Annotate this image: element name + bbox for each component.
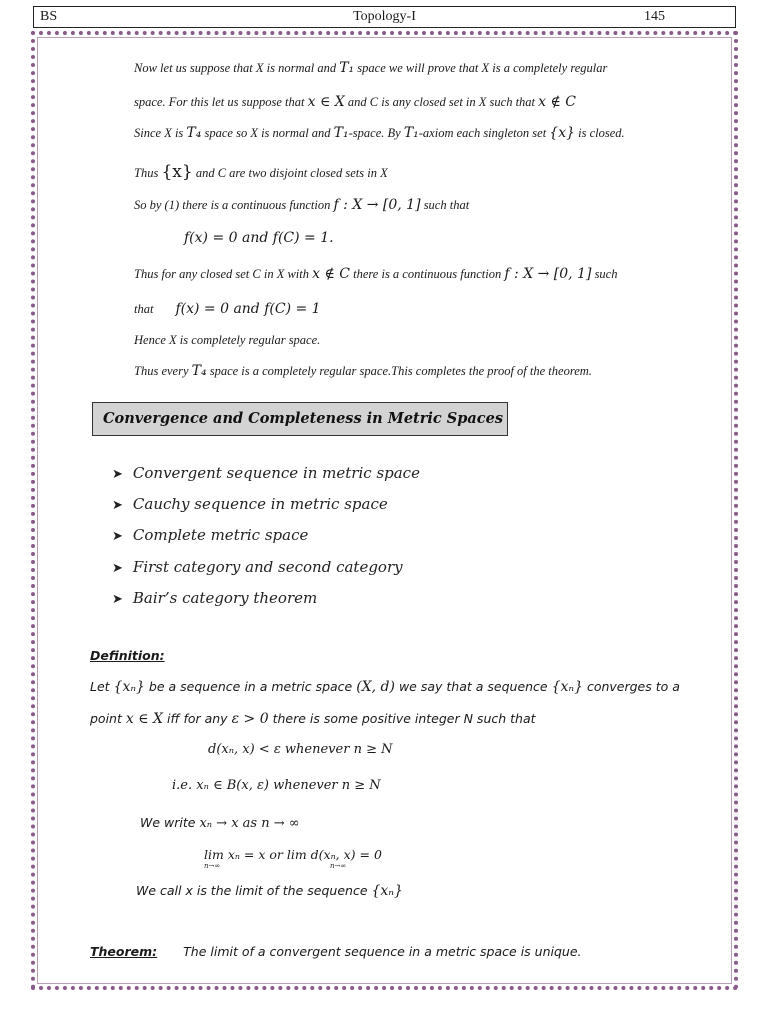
arrowhead-bullet-icon: ➤ — [112, 592, 123, 607]
definition-text: there is some positive integer N such that — [268, 711, 536, 726]
list-item — [112, 464, 420, 482]
theorem-label: Theorem: — [90, 944, 158, 959]
definition-text: We call x is the limit of the sequence — [136, 883, 372, 898]
proof-text: there is a continuous function — [350, 267, 505, 281]
proof-text: Since X is — [134, 126, 187, 140]
arrowhead-bullet-icon: ➤ — [112, 561, 123, 576]
math-expr: {xₙ} — [113, 679, 145, 695]
proof-text: space we will prove that X is a completely regular — [354, 61, 608, 75]
math-expr: x ∈ X — [307, 94, 345, 110]
proof-line — [134, 197, 469, 213]
theorem-block — [90, 944, 582, 959]
theorem-text: The limit of a convergent sequence in a metric space is unique. — [183, 944, 582, 959]
list-item — [112, 589, 317, 607]
list-item-label: Complete metric space — [132, 526, 309, 544]
proof-text: space. For this let us suppose that — [134, 95, 308, 109]
proof-text: is closed. — [575, 126, 625, 140]
list-item-label: First category and second category — [132, 558, 403, 576]
list-item — [112, 526, 308, 544]
math-expr: f(x) = 0 and f(C) = 1 — [175, 301, 321, 317]
math-expr: T₄ — [191, 363, 207, 379]
math-expr: x ∉ C — [312, 266, 350, 282]
math-expr: {x} — [161, 162, 193, 182]
section-title: Convergence and Completeness in Metric Spaces — [103, 410, 503, 427]
math-expr: f : X → [0, 1] — [504, 266, 592, 282]
proof-text: Now let us suppose that X is normal and — [134, 61, 340, 75]
proof-text: Thus every — [134, 364, 192, 378]
proof-text: and C is any closed set in X such that — [344, 95, 539, 109]
proof-line — [134, 363, 592, 379]
arrowhead-bullet-icon: ➤ — [112, 467, 123, 482]
arrowhead-bullet-icon: ➤ — [112, 498, 123, 513]
math-expr: {x} — [549, 125, 576, 141]
limit-equation: lim xₙ = x or lim d(xₙ, x) = 0 — [204, 847, 382, 862]
definition-text: iff for any — [163, 711, 232, 726]
math-expr: x ∉ C — [538, 94, 577, 110]
math-expr: T₄ — [186, 125, 202, 141]
definition-text: Let — [90, 679, 114, 694]
list-item-label: Convergent sequence in metric space — [132, 464, 420, 482]
definition-line — [140, 815, 300, 831]
list-item — [112, 495, 388, 513]
proof-line — [134, 301, 321, 317]
proof-text: -axiom each singleton set — [418, 126, 550, 140]
proof-text: So by (1) there is a continuous function — [134, 198, 334, 212]
math-expr: T₁ — [403, 125, 419, 141]
definition-text: we say that a sequence — [394, 679, 552, 694]
math-expr: f : X → [0, 1] — [333, 197, 421, 213]
math-expr: (X, d) — [356, 679, 395, 695]
definition-line — [90, 679, 680, 695]
proof-line — [134, 94, 576, 110]
math-expr: ε > 0 — [231, 711, 269, 727]
proof-text: space is a completely regular space.This completes the proof of the theorem. — [206, 364, 592, 378]
proof-text: and C are two disjoint closed sets in X — [192, 166, 388, 180]
proof-text: Thus for any closed set C in X with — [134, 267, 313, 281]
math-expr: {xₙ} — [551, 679, 583, 695]
list-item-label: Bair’s category theorem — [132, 589, 318, 607]
definition-equation: i.e. xₙ ∈ B(x, ε) whenever n ≥ N — [172, 778, 381, 793]
arrowhead-bullet-icon: ➤ — [112, 529, 123, 544]
proof-text: Thus — [134, 166, 162, 180]
proof-line — [134, 60, 607, 76]
definition-heading: Definition: — [90, 648, 165, 663]
proof-text: such — [591, 267, 618, 281]
proof-equation: f(x) = 0 and f(C) = 1. — [184, 230, 334, 246]
definition-line — [136, 883, 403, 899]
definition-text: converges to a — [582, 679, 680, 694]
proof-text: space so X is normal and — [201, 126, 334, 140]
proof-text: -space. By — [348, 126, 404, 140]
definition-line — [90, 711, 536, 727]
proof-text: that — [134, 302, 154, 316]
math-expr: T₁ — [339, 60, 355, 76]
list-item-label: Cauchy sequence in metric space — [132, 495, 388, 513]
math-expr: x ∈ X — [125, 711, 163, 727]
math-expr: {xₙ} — [371, 883, 403, 899]
list-item — [112, 558, 403, 576]
proof-line — [134, 162, 388, 182]
limit-subscript: n→∞ — [330, 862, 347, 870]
section-heading-box — [92, 402, 508, 436]
math-expr: xₙ → x as n → ∞ — [199, 816, 300, 831]
limit-subscript: n→∞ — [204, 862, 221, 870]
definition-text: We write — [140, 815, 200, 830]
header-title: Topology-I — [353, 9, 416, 24]
proof-line — [134, 125, 625, 141]
header-left: BS — [40, 9, 58, 24]
definition-equation: d(xₙ, x) < ε whenever n ≥ N — [208, 742, 393, 757]
proof-line — [134, 266, 617, 282]
proof-text: such that — [420, 198, 470, 212]
definition-text: point — [90, 711, 126, 726]
proof-line: Hence X is completely regular space. — [134, 333, 321, 347]
page-number: 145 — [644, 9, 665, 24]
page-header — [33, 6, 736, 28]
math-expr: T₁ — [333, 125, 349, 141]
definition-text: be a sequence in a metric space — [144, 679, 357, 694]
